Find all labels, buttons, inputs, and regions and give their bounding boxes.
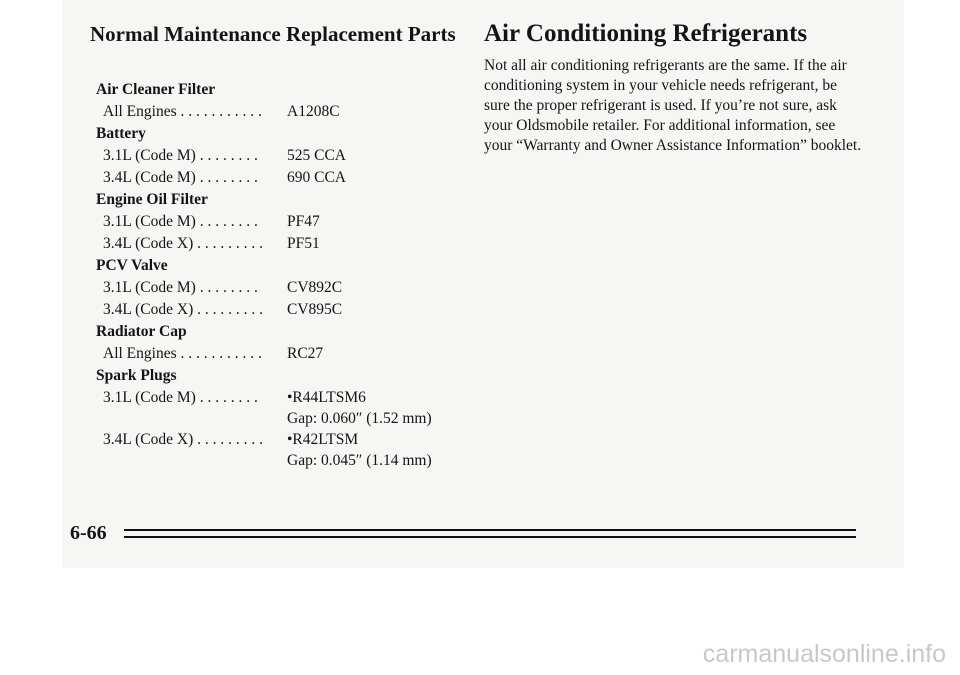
group-title-battery: Battery (96, 125, 146, 142)
group-title-spark-plugs: Spark Plugs (96, 367, 177, 384)
row-label: All Engines . . . . . . . . . . . (103, 345, 262, 362)
parts-row-gap (96, 409, 466, 429)
row-label: All Engines . . . . . . . . . . . (103, 103, 262, 120)
group-title-engine-oil-filter: Engine Oil Filter (96, 191, 208, 208)
group-title-radiator-cap: Radiator Cap (96, 323, 187, 340)
parts-row (96, 101, 466, 123)
footer-rule-bottom (124, 536, 856, 538)
row-gap-value: Gap: 0.045″ (1.14 mm) (287, 452, 432, 469)
parts-row (96, 343, 466, 365)
parts-heading: Normal Maintenance Replacement Parts (90, 22, 456, 46)
row-value: •R44LTSM6 (287, 389, 366, 406)
group-title-air-cleaner-filter: Air Cleaner Filter (96, 81, 216, 98)
site-watermark: carmanualsonline.info (702, 640, 946, 668)
parts-row (96, 429, 466, 451)
row-value: PF51 (287, 235, 320, 252)
group-title-pcv-valve: PCV Valve (96, 257, 168, 274)
row-value: 525 CCA (287, 147, 346, 164)
row-label: 3.1L (Code M) . . . . . . . . (103, 213, 258, 230)
row-label: 3.1L (Code M) . . . . . . . . (103, 279, 258, 296)
parts-row-gap (96, 451, 466, 471)
parts-row (96, 299, 466, 321)
row-value: CV892C (287, 279, 343, 296)
row-value: 690 CCA (287, 169, 346, 186)
row-value: PF47 (287, 213, 320, 230)
refrigerants-paragraph: Not all air conditioning refrigerants are the same. If the air conditioning system in your vehicle needs refrigerant, be sure the proper refrigerant is used. If you’re not sure, ask your Oldsmobile retailer. For additional information, see your “Warranty and Owner Assistance Information” booklet. (484, 57, 862, 154)
row-gap-value: Gap: 0.060″ (1.52 mm) (287, 410, 432, 427)
parts-row (96, 145, 466, 167)
row-value: CV895C (287, 301, 343, 318)
row-label: 3.4L (Code X) . . . . . . . . . (103, 431, 264, 448)
page-number: 6-66 (70, 522, 107, 544)
parts-row (96, 387, 466, 409)
row-value: •R42LTSM (287, 431, 359, 448)
footer-rule-top (124, 529, 856, 531)
row-label: 3.4L (Code M) . . . . . . . . (103, 169, 258, 186)
row-value: RC27 (287, 345, 324, 362)
row-label: 3.1L (Code M) . . . . . . . . (103, 389, 258, 406)
parts-row (96, 211, 466, 233)
refrigerants-heading: Air Conditioning Refrigerants (484, 20, 808, 47)
parts-row (96, 167, 466, 189)
row-label: 3.1L (Code M) . . . . . . . . (103, 147, 258, 164)
parts-row (96, 277, 466, 299)
parts-list (96, 79, 466, 471)
row-label: 3.4L (Code X) . . . . . . . . . (103, 301, 264, 318)
row-label: 3.4L (Code X) . . . . . . . . . (103, 235, 264, 252)
row-value: A1208C (287, 103, 340, 120)
parts-row (96, 233, 466, 255)
